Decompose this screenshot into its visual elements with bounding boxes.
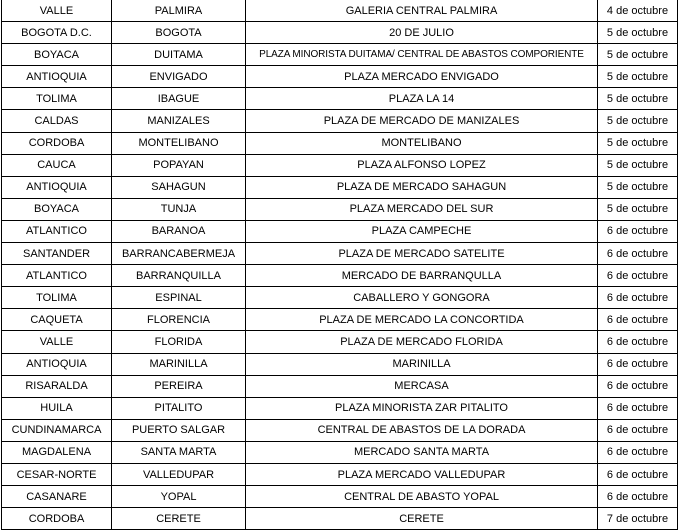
date-cell: 5 de octubre — [598, 154, 678, 176]
department-cell: CALDAS — [2, 110, 112, 132]
market-cell: CENTRAL DE ABASTOS DE LA DORADA — [246, 419, 598, 441]
department-cell: TOLIMA — [2, 88, 112, 110]
date-cell: 6 de octubre — [598, 463, 678, 485]
city-cell: POPAYAN — [112, 154, 246, 176]
table-row — [2, 66, 678, 88]
market-cell: PLAZA DE MERCADO LA CONCORTIDA — [246, 309, 598, 331]
city-cell: FLORENCIA — [112, 309, 246, 331]
department-cell: CAUCA — [2, 154, 112, 176]
market-cell: MARINILLA — [246, 353, 598, 375]
date-cell: 5 de octubre — [598, 132, 678, 154]
department-cell: BOGOTA D.C. — [2, 22, 112, 44]
table-row — [2, 22, 678, 44]
table-row — [2, 486, 678, 508]
department-cell: VALLE — [2, 331, 112, 353]
department-cell: CORDOBA — [2, 132, 112, 154]
city-cell: ENVIGADO — [112, 66, 246, 88]
market-cell: CABALLERO Y GONGORA — [246, 287, 598, 309]
date-cell: 5 de octubre — [598, 88, 678, 110]
date-cell: 5 de octubre — [598, 44, 678, 66]
table-row — [2, 154, 678, 176]
city-cell: PALMIRA — [112, 0, 246, 22]
city-cell: BOGOTA — [112, 22, 246, 44]
department-cell: SANTANDER — [2, 243, 112, 265]
market-cell: PLAZA LA 14 — [246, 88, 598, 110]
date-cell: 6 de octubre — [598, 243, 678, 265]
market-cell: MERCASA — [246, 375, 598, 397]
market-cell: PLAZA MINORISTA ZAR PITALITO — [246, 397, 598, 419]
city-cell: MANIZALES — [112, 110, 246, 132]
market-cell: 20 DE JULIO — [246, 22, 598, 44]
table-row — [2, 419, 678, 441]
table-row — [2, 287, 678, 309]
city-cell: VALLEDUPAR — [112, 463, 246, 485]
department-cell: BOYACA — [2, 44, 112, 66]
city-cell: BARANOA — [112, 220, 246, 242]
date-cell: 4 de octubre — [598, 0, 678, 22]
date-cell: 6 de octubre — [598, 486, 678, 508]
date-cell: 7 de octubre — [598, 508, 678, 530]
department-cell: VALLE — [2, 0, 112, 22]
market-cell: CENTRAL DE ABASTO YOPAL — [246, 486, 598, 508]
city-cell: BARRANQUILLA — [112, 265, 246, 287]
department-cell: ATLANTICO — [2, 220, 112, 242]
date-cell: 5 de octubre — [598, 110, 678, 132]
market-cell: PLAZA MERCADO VALLEDUPAR — [246, 463, 598, 485]
city-cell: PUERTO SALGAR — [112, 419, 246, 441]
date-cell: 6 de octubre — [598, 375, 678, 397]
city-cell: YOPAL — [112, 486, 246, 508]
date-cell: 6 de octubre — [598, 287, 678, 309]
market-cell: PLAZA DE MERCADO SATELITE — [246, 243, 598, 265]
date-cell: 6 de octubre — [598, 419, 678, 441]
table-row — [2, 375, 678, 397]
market-cell: PLAZA CAMPECHE — [246, 220, 598, 242]
market-cell: GALERIA CENTRAL PALMIRA — [246, 0, 598, 22]
department-cell: CESAR-NORTE — [2, 463, 112, 485]
table-row — [2, 353, 678, 375]
table-row — [2, 220, 678, 242]
table-row — [2, 508, 678, 530]
table-row — [2, 309, 678, 331]
city-cell: FLORIDA — [112, 331, 246, 353]
department-cell: CAQUETA — [2, 309, 112, 331]
date-cell: 6 de octubre — [598, 309, 678, 331]
market-cell: PLAZA DE MERCADO SAHAGUN — [246, 176, 598, 198]
date-cell: 5 de octubre — [598, 198, 678, 220]
date-cell: 6 de octubre — [598, 353, 678, 375]
department-cell: ANTIOQUIA — [2, 353, 112, 375]
table-row — [2, 463, 678, 485]
city-cell: BARRANCABERMEJA — [112, 243, 246, 265]
date-cell: 6 de octubre — [598, 331, 678, 353]
table-row — [2, 132, 678, 154]
city-cell: ESPINAL — [112, 287, 246, 309]
market-cell: PLAZA MERCADO DEL SUR — [246, 198, 598, 220]
city-cell: IBAGUE — [112, 88, 246, 110]
city-cell: MONTELIBANO — [112, 132, 246, 154]
table-row — [2, 397, 678, 419]
table-row — [2, 88, 678, 110]
city-cell: TUNJA — [112, 198, 246, 220]
department-cell: CUNDINAMARCA — [2, 419, 112, 441]
department-cell: CASANARE — [2, 486, 112, 508]
department-cell: ANTIOQUIA — [2, 176, 112, 198]
city-cell: SANTA MARTA — [112, 441, 246, 463]
department-cell: CORDOBA — [2, 508, 112, 530]
market-cell: CERETE — [246, 508, 598, 530]
table-row — [2, 265, 678, 287]
date-cell: 6 de octubre — [598, 441, 678, 463]
department-cell: HUILA — [2, 397, 112, 419]
department-cell: TOLIMA — [2, 287, 112, 309]
table-body — [2, 0, 678, 530]
city-cell: SAHAGUN — [112, 176, 246, 198]
date-cell: 5 de octubre — [598, 176, 678, 198]
market-cell: PLAZA MINORISTA DUITAMA/ CENTRAL DE ABASTOS COMPORIENTE — [246, 44, 598, 66]
city-cell: MARINILLA — [112, 353, 246, 375]
market-cell: PLAZA ALFONSO LOPEZ — [246, 154, 598, 176]
date-cell: 6 de octubre — [598, 220, 678, 242]
city-cell: CERETE — [112, 508, 246, 530]
table-row — [2, 0, 678, 22]
date-cell: 6 de octubre — [598, 397, 678, 419]
date-cell: 5 de octubre — [598, 22, 678, 44]
market-cell: PLAZA DE MERCADO DE MANIZALES — [246, 110, 598, 132]
department-cell: BOYACA — [2, 198, 112, 220]
table-row — [2, 331, 678, 353]
table-row — [2, 110, 678, 132]
market-cell: PLAZA MERCADO ENVIGADO — [246, 66, 598, 88]
department-cell: ANTIOQUIA — [2, 66, 112, 88]
date-cell: 5 de octubre — [598, 66, 678, 88]
date-cell: 6 de octubre — [598, 265, 678, 287]
market-cell: PLAZA DE MERCADO FLORIDA — [246, 331, 598, 353]
market-cell: MERCADO SANTA MARTA — [246, 441, 598, 463]
market-cell: MONTELIBANO — [246, 132, 598, 154]
city-cell: DUITAMA — [112, 44, 246, 66]
table-row — [2, 176, 678, 198]
table-row — [2, 243, 678, 265]
department-cell: ATLANTICO — [2, 265, 112, 287]
table-row — [2, 198, 678, 220]
department-cell: RISARALDA — [2, 375, 112, 397]
market-schedule-table — [1, 0, 678, 530]
city-cell: PITALITO — [112, 397, 246, 419]
table-row — [2, 44, 678, 66]
market-cell: MERCADO DE BARRANQULLA — [246, 265, 598, 287]
city-cell: PEREIRA — [112, 375, 246, 397]
department-cell: MAGDALENA — [2, 441, 112, 463]
table-row — [2, 441, 678, 463]
